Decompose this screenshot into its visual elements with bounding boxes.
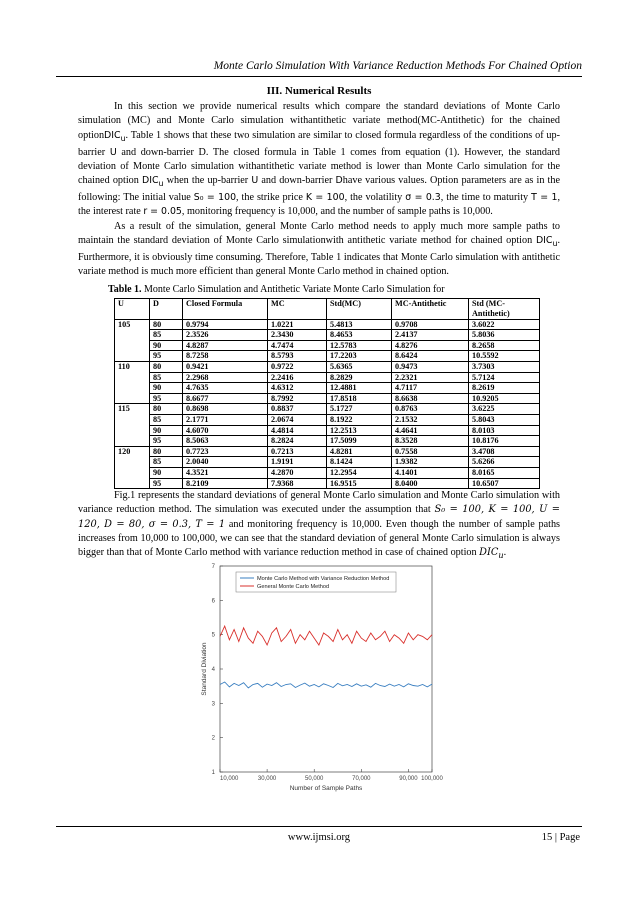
table-cell: 0.9794 bbox=[183, 319, 268, 330]
table-cell: 2.0040 bbox=[183, 457, 268, 468]
table-cell: 8.0400 bbox=[392, 478, 469, 489]
table-cell: 85 bbox=[150, 457, 183, 468]
table-cell: 8.2619 bbox=[469, 383, 540, 394]
table-cell: 3.4708 bbox=[469, 446, 540, 457]
table-row bbox=[115, 446, 540, 457]
table-cell: 0.9421 bbox=[183, 362, 268, 373]
table-cell: 3.7303 bbox=[469, 362, 540, 373]
math-dic: $DIC_u$ bbox=[142, 175, 164, 188]
table-cell: 2.1771 bbox=[183, 415, 268, 426]
y-tick-label: 5 bbox=[211, 632, 215, 639]
table-header-cell: Std(MC) bbox=[327, 299, 392, 319]
table-cell: 12.4881 bbox=[327, 383, 392, 394]
table-cell: 8.5063 bbox=[183, 436, 268, 447]
table-cell: 8.1922 bbox=[327, 415, 392, 426]
table-cell: 4.3521 bbox=[183, 467, 268, 478]
table-cell: 4.8287 bbox=[183, 340, 268, 351]
table-cell-u: 110 bbox=[115, 362, 150, 404]
running-title: Monte Carlo Simulation With Variance Reduction Methods For Chained Option bbox=[213, 60, 582, 72]
y-tick-label: 7 bbox=[211, 564, 215, 570]
table-cell: 1.9191 bbox=[268, 457, 327, 468]
table-cell: 4.4641 bbox=[392, 425, 469, 436]
table-cell: 5.6266 bbox=[469, 457, 540, 468]
table-row bbox=[115, 478, 540, 489]
table-cell: 4.6070 bbox=[183, 425, 268, 436]
table-row bbox=[115, 351, 540, 362]
math-u: U bbox=[251, 175, 259, 187]
table-row bbox=[115, 372, 540, 383]
table-cell: 4.6312 bbox=[268, 383, 327, 394]
table-cell: 0.9722 bbox=[268, 362, 327, 373]
table-cell: 8.0165 bbox=[469, 467, 540, 478]
table-cell: 95 bbox=[150, 436, 183, 447]
table-cell: 4.7474 bbox=[268, 340, 327, 351]
x-tick-label: 50,000 bbox=[305, 776, 324, 782]
table-cell: 4.8281 bbox=[327, 446, 392, 457]
table-cell: 8.5793 bbox=[268, 351, 327, 362]
table-cell: 95 bbox=[150, 478, 183, 489]
table-cell: 3.6022 bbox=[469, 319, 540, 330]
table-cell: 0.7558 bbox=[392, 446, 469, 457]
table-cell: 2.1532 bbox=[392, 415, 469, 426]
table-cell: 4.4814 bbox=[268, 425, 327, 436]
table-cell: 5.8036 bbox=[469, 330, 540, 341]
y-axis-label: Standard Diviation bbox=[201, 642, 208, 696]
y-tick-label: 1 bbox=[211, 770, 215, 776]
math-k: K = 100 bbox=[305, 192, 345, 204]
table-cell: 5.4813 bbox=[327, 319, 392, 330]
table-cell: 2.2416 bbox=[268, 372, 327, 383]
table-cell: 4.8276 bbox=[392, 340, 469, 351]
x-tick-label: 10,000 bbox=[220, 776, 239, 782]
table-cell: 90 bbox=[150, 467, 183, 478]
table-cell: 2.3526 bbox=[183, 330, 268, 341]
paragraph-figure: Fig.1 represents the standard deviations of general Monte Carlo simulation and Monte Carlo simulation with variance reduction method. The simulation was executed under the assumption that S₀ = 100, K = 100, U = 120, D = 80, σ = 0.3, T = 1 and monitoring frequency is 10,000. Even though the number of sample paths increases from 10,000 to 100,000, we can see that the standard deviation of general Monte Carlo simulation is always bigger than that of Monte Carlo method with variance reduction method in case of chained option $DIC_u$. bbox=[78, 490, 560, 560]
table-cell: 4.1401 bbox=[392, 467, 469, 478]
y-tick-label: 3 bbox=[211, 701, 215, 708]
table-row bbox=[115, 404, 540, 415]
table-cell: 8.2109 bbox=[183, 478, 268, 489]
paragraph-efficiency: As a result of the simulation, general Monte Carlo method needs to apply much more sample paths to maintain the standard deviation of Monte Carlo simulationwith antithetic variate method for chained option $DIC_u$. Furthermore, it is obviously time consuming. Therefore, Table 1 indicates that Monte Carlo simulation with antithetic variate method is much more efficient than general Monte Carlo method in chained option. bbox=[78, 220, 560, 278]
table-cell: 8.1424 bbox=[327, 457, 392, 468]
table-cell: 85 bbox=[150, 415, 183, 426]
table-cell: 12.2513 bbox=[327, 425, 392, 436]
table-cell: 2.2321 bbox=[392, 372, 469, 383]
table-cell: 10.8176 bbox=[469, 436, 540, 447]
results-table bbox=[114, 298, 540, 489]
table-cell: 12.2954 bbox=[327, 467, 392, 478]
table-cell: 7.9368 bbox=[268, 478, 327, 489]
table-cell: 80 bbox=[150, 446, 183, 457]
table-row bbox=[115, 319, 540, 330]
table-header-cell: Closed Formula bbox=[183, 299, 268, 319]
table-cell: 5.8043 bbox=[469, 415, 540, 426]
table-cell: 5.6365 bbox=[327, 362, 392, 373]
table-cell: 90 bbox=[150, 425, 183, 436]
table-header-cell: MC-Antithetic bbox=[392, 299, 469, 319]
math-params: S₀ = 100, K = 100, U = 120, D = 80, σ = 0.3, T = 1 bbox=[78, 504, 560, 530]
table-row bbox=[115, 330, 540, 341]
table-cell: 8.6424 bbox=[392, 351, 469, 362]
table-cell: 8.2824 bbox=[268, 436, 327, 447]
table-cell: 8.3528 bbox=[392, 436, 469, 447]
page-content bbox=[78, 84, 560, 562]
paragraph-intro: In this section we provide numerical results which compare the standard deviations of Monte Carlo simulation (MC) and Monte Carlo simulation withantithetic variate method(MC-Antithetic) for the chained optionDIC$_u$. Table 1 shows that these two simulation are similar to closed formula regardless of the conditions of up-barrier U and down-barrier D. The closed formula in Table 1 comes from equation (1). However, the standard deviation of Monte Carlo simulation withantithetic variate method is lower than Monte Carlo simulation for the chained option $DIC_u$ when the up-barrier U and down-barrier Dhave various values. Option parameters are as in the following: The initial value S₀ = 100, the strike price K = 100, the volatility σ = 0.3, the time to maturity T = 1, the interest rate r = 0.05, monitoring frequency is 10,000, and the number of sample paths is 10,000. bbox=[78, 101, 561, 218]
math-d: D bbox=[335, 175, 343, 187]
footer-rule bbox=[56, 826, 582, 827]
table-cell: 0.9708 bbox=[392, 319, 469, 330]
table-header-cell: Std (MC-Antithetic) bbox=[469, 299, 540, 319]
math-dic: $DIC_u$ bbox=[104, 129, 126, 143]
section-title: III. Numerical Results bbox=[266, 85, 372, 97]
table-cell: 8.2658 bbox=[469, 340, 540, 351]
table-row bbox=[115, 467, 540, 478]
table-row bbox=[115, 340, 540, 351]
y-tick-label: 6 bbox=[211, 598, 215, 605]
table-cell: 8.6677 bbox=[183, 393, 268, 404]
table-cell-u: 115 bbox=[115, 404, 150, 446]
table-cell: 80 bbox=[150, 319, 183, 330]
math-dic: $DIC_u$ bbox=[535, 234, 558, 248]
table-cell: 8.2829 bbox=[327, 372, 392, 383]
table-cell: 10.6507 bbox=[469, 478, 540, 489]
table-cell: 90 bbox=[150, 383, 183, 394]
table-row bbox=[115, 393, 540, 404]
table-cell: 0.8698 bbox=[183, 404, 268, 415]
table-cell: 0.8837 bbox=[268, 404, 327, 415]
table-cell: 10.9205 bbox=[469, 393, 540, 404]
table-cell: 1.9382 bbox=[392, 457, 469, 468]
table-cell: 2.4137 bbox=[392, 330, 469, 341]
table-cell: 2.3430 bbox=[268, 330, 327, 341]
table-row bbox=[115, 383, 540, 394]
std-deviation-chart bbox=[178, 560, 443, 800]
table-cell: 17.8518 bbox=[327, 393, 392, 404]
table-cell: 0.7723 bbox=[183, 446, 268, 457]
table-row bbox=[115, 457, 540, 468]
table-cell: 95 bbox=[150, 393, 183, 404]
x-tick-label: 100,000 bbox=[421, 776, 443, 782]
table-cell: 8.6638 bbox=[392, 393, 469, 404]
table-cell: 4.7117 bbox=[392, 383, 469, 394]
x-tick-label: 70,000 bbox=[352, 776, 371, 782]
table-cell: 4.7635 bbox=[183, 383, 268, 394]
math-u: U bbox=[109, 146, 117, 158]
table-caption: Table 1. Monte Carlo Simulation and Antithetic Variate Monte Carlo Simulation for bbox=[108, 284, 445, 296]
table-cell: 80 bbox=[150, 404, 183, 415]
table-cell: 5.1727 bbox=[327, 404, 392, 415]
table-cell: 17.5099 bbox=[327, 436, 392, 447]
table-row bbox=[115, 436, 540, 447]
table-cell: 90 bbox=[150, 340, 183, 351]
table-cell: 1.0221 bbox=[268, 319, 327, 330]
x-axis-label: Number of Sample Paths bbox=[289, 785, 363, 792]
table-cell: 12.5783 bbox=[327, 340, 392, 351]
table-cell: 85 bbox=[150, 372, 183, 383]
x-tick-label: 30,000 bbox=[257, 776, 277, 782]
math-t: T = 1 bbox=[531, 192, 558, 204]
x-tick-label: 90,000 bbox=[399, 776, 418, 782]
table-cell: 95 bbox=[150, 351, 183, 362]
table-cell: 4.2870 bbox=[268, 467, 327, 478]
plot-area bbox=[220, 566, 432, 772]
math-sigma: σ = 0.3 bbox=[405, 192, 441, 204]
footer-url: www.ijmsi.org bbox=[287, 832, 351, 843]
table-row bbox=[115, 425, 540, 436]
math-dic: $DIC_u$ bbox=[479, 546, 504, 560]
table-header-cell: D bbox=[150, 299, 183, 319]
table-cell: 8.7992 bbox=[268, 393, 327, 404]
table-cell: 2.0674 bbox=[268, 415, 327, 426]
legend-label: General Monte Carlo Method bbox=[257, 584, 330, 590]
table-cell: 17.2203 bbox=[327, 351, 392, 362]
footer-page-number: 15 | Page bbox=[541, 832, 580, 843]
header-rule bbox=[56, 76, 582, 77]
table-cell: 85 bbox=[150, 330, 183, 341]
table-cell: 16.9515 bbox=[327, 478, 392, 489]
math-r: r = 0.05 bbox=[143, 206, 182, 218]
table-cell: 0.9473 bbox=[392, 362, 469, 373]
legend-label: Monte Carlo Method with Variance Reduction Method bbox=[257, 576, 390, 582]
table-cell: 2.2968 bbox=[183, 372, 268, 383]
table-cell: 80 bbox=[150, 362, 183, 373]
table-cell: 3.6225 bbox=[469, 404, 540, 415]
table-row bbox=[115, 362, 540, 373]
table-row bbox=[115, 415, 540, 426]
table-cell: 5.7124 bbox=[469, 372, 540, 383]
table-body bbox=[115, 319, 540, 489]
table-cell-u: 105 bbox=[115, 319, 150, 361]
y-tick-label: 2 bbox=[211, 735, 215, 742]
table-cell: 8.7258 bbox=[183, 351, 268, 362]
table-cell: 8.0103 bbox=[469, 425, 540, 436]
math-s0: S₀ = 100 bbox=[193, 192, 237, 204]
table-header-cell: MC bbox=[268, 299, 327, 319]
running-header bbox=[0, 0, 638, 80]
y-tick-label: 4 bbox=[211, 667, 215, 673]
table-header-row bbox=[115, 299, 540, 319]
table-cell: 8.4653 bbox=[327, 330, 392, 341]
table-cell-u: 120 bbox=[115, 446, 150, 488]
table-cell: 0.8763 bbox=[392, 404, 469, 415]
table-cell: 10.5592 bbox=[469, 351, 540, 362]
table-header-cell: U bbox=[115, 299, 150, 319]
table-cell: 0.7213 bbox=[268, 446, 327, 457]
